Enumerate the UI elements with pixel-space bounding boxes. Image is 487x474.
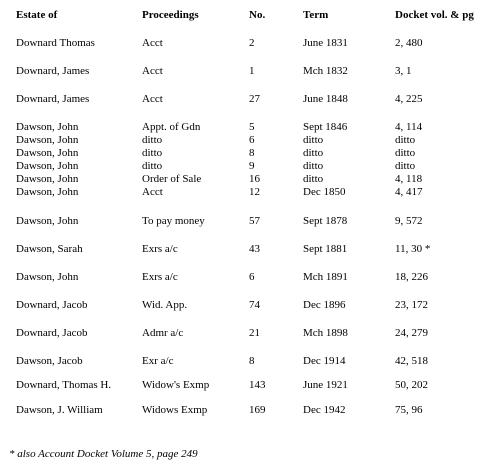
cell-term: ditto: [303, 134, 324, 146]
cell-docket: 4, 118: [395, 173, 423, 185]
cell-estate: Dawson, John: [16, 134, 79, 146]
cell-proceedings: ditto: [142, 134, 163, 146]
cell-docket: 11, 30 *: [395, 243, 431, 255]
cell-no: 169: [249, 404, 266, 416]
cell-estate: Dawson, John: [16, 147, 79, 159]
cell-proceedings: Acct: [142, 65, 163, 77]
cell-no: 1: [249, 65, 255, 77]
table-row: [0, 147, 487, 160]
table-row: [0, 379, 487, 392]
cell-term: Mch 1891: [303, 271, 348, 283]
table-row: [0, 37, 487, 50]
cell-term: Sept 1846: [303, 121, 348, 133]
header-no: No.: [249, 9, 266, 21]
cell-estate: Dawson, John: [16, 271, 79, 283]
cell-no: 6: [249, 134, 255, 146]
cell-term: ditto: [303, 147, 324, 159]
cell-docket: ditto: [395, 147, 416, 159]
header-term: Term: [303, 9, 329, 21]
cell-estate: Downard, Jacob: [16, 299, 88, 311]
cell-term: Mch 1832: [303, 65, 348, 77]
cell-term: Dec 1914: [303, 355, 346, 367]
table-row: [0, 65, 487, 78]
cell-estate: Dawson, Jacob: [16, 355, 83, 367]
cell-docket: 4, 225: [395, 93, 423, 105]
cell-no: 21: [249, 327, 260, 339]
cell-estate: Dawson, John: [16, 186, 79, 198]
cell-term: Mch 1898: [303, 327, 348, 339]
table-row: [0, 160, 487, 173]
cell-estate: Dawson, John: [16, 160, 79, 172]
cell-docket: 4, 417: [395, 186, 423, 198]
cell-proceedings: Exr a/c: [142, 355, 174, 367]
cell-proceedings: Acct: [142, 186, 163, 198]
cell-docket: 23, 172: [395, 299, 428, 311]
cell-estate: Downard, Jacob: [16, 327, 88, 339]
cell-no: 2: [249, 37, 255, 49]
cell-term: ditto: [303, 160, 324, 172]
cell-proceedings: Acct: [142, 93, 163, 105]
cell-docket: 3, 1: [395, 65, 412, 77]
header-docket: Docket vol. & pg: [395, 9, 474, 21]
cell-term: Dec 1896: [303, 299, 346, 311]
cell-no: 143: [249, 379, 266, 391]
table-row: [0, 243, 487, 256]
cell-no: 9: [249, 160, 255, 172]
cell-proceedings: Widow's Exmp: [142, 379, 210, 391]
cell-no: 16: [249, 173, 260, 185]
cell-no: 6: [249, 271, 255, 283]
table-row: [0, 121, 487, 134]
cell-term: June 1848: [303, 93, 348, 105]
cell-proceedings: Admr a/c: [142, 327, 184, 339]
cell-docket: 4, 114: [395, 121, 423, 133]
cell-no: 5: [249, 121, 255, 133]
cell-no: 8: [249, 355, 255, 367]
cell-estate: Downard, James: [16, 65, 90, 77]
table-row: [0, 134, 487, 147]
cell-estate: Dawson, John: [16, 215, 79, 227]
header-estate: Estate of: [16, 9, 58, 21]
cell-docket: 9, 572: [395, 215, 423, 227]
cell-proceedings: Wid. App.: [142, 299, 188, 311]
cell-no: 74: [249, 299, 260, 311]
table-row: [0, 215, 487, 228]
table-row: [0, 271, 487, 284]
cell-docket: 2, 480: [395, 37, 423, 49]
cell-proceedings: Exrs a/c: [142, 271, 178, 283]
cell-estate: Downard, Thomas H.: [16, 379, 112, 391]
cell-no: 12: [249, 186, 260, 198]
cell-estate: Dawson, J. William: [16, 404, 103, 416]
cell-term: Dec 1942: [303, 404, 346, 416]
cell-docket: 50, 202: [395, 379, 428, 391]
cell-estate: Dawson, John: [16, 173, 79, 185]
cell-proceedings: Exrs a/c: [142, 243, 178, 255]
cell-proceedings: Order of Sale: [142, 173, 202, 185]
cell-no: 57: [249, 215, 260, 227]
cell-docket: ditto: [395, 160, 416, 172]
cell-estate: Downard Thomas: [16, 37, 95, 49]
cell-docket: 42, 518: [395, 355, 428, 367]
cell-term: Sept 1878: [303, 215, 348, 227]
cell-docket: 24, 279: [395, 327, 428, 339]
table-row: [0, 355, 487, 368]
cell-term: June 1831: [303, 37, 348, 49]
table-row: [0, 404, 487, 417]
cell-proceedings: Appt. of Gdn: [142, 121, 201, 133]
cell-docket: ditto: [395, 134, 416, 146]
cell-proceedings: To pay money: [142, 215, 205, 227]
cell-term: Sept 1881: [303, 243, 348, 255]
table-header: [0, 9, 487, 22]
header-proceedings: Proceedings: [142, 9, 199, 21]
table-row: [0, 299, 487, 312]
cell-term: ditto: [303, 173, 324, 185]
table-row: [0, 186, 487, 199]
cell-docket: 75, 96: [395, 404, 423, 416]
table-row: [0, 93, 487, 106]
cell-estate: Dawson, John: [16, 121, 79, 133]
table-row: [0, 173, 487, 186]
cell-no: 43: [249, 243, 260, 255]
cell-term: June 1921: [303, 379, 348, 391]
table-row: [0, 327, 487, 340]
cell-no: 27: [249, 93, 260, 105]
cell-proceedings: ditto: [142, 160, 163, 172]
footnote: * also Account Docket Volume 5, page 249: [9, 448, 198, 460]
cell-docket: 18, 226: [395, 271, 428, 283]
cell-estate: Downard, James: [16, 93, 90, 105]
cell-term: Dec 1850: [303, 186, 346, 198]
cell-no: 8: [249, 147, 255, 159]
cell-estate: Dawson, Sarah: [16, 243, 83, 255]
cell-proceedings: ditto: [142, 147, 163, 159]
cell-proceedings: Acct: [142, 37, 163, 49]
cell-proceedings: Widows Exmp: [142, 404, 208, 416]
